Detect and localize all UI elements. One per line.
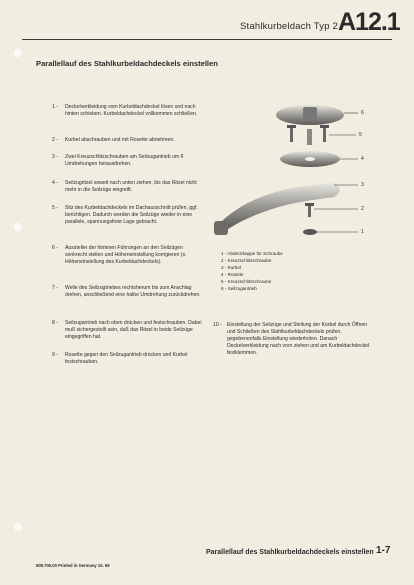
step-number: 5 - <box>52 205 58 211</box>
step-item <box>52 245 202 266</box>
parts-legend <box>221 250 283 292</box>
legend-item: 6 - Seilzugantrieb <box>221 286 257 291</box>
print-info: 509.700.00 Printed in Germany 10. 69 <box>36 563 110 568</box>
step-text: Sitz des Kurbeldachdeckels im Dachausschnitt prüfen, ggf. berichtigen. Dadurch werden die Seilzüge wieder in eine parallele, spannungsfreie Lage gebracht. <box>65 205 198 226</box>
step-item <box>52 137 202 144</box>
cable-drive-part <box>276 105 358 125</box>
step-item <box>52 205 202 226</box>
step-text: Seilzugantrieb nach oben drücken und festschrauben. Dabei muß sichergestellt sein, daß das Ritzel in beide Seilzüge eingegriffen hat. <box>65 320 202 341</box>
header-rule <box>22 39 392 40</box>
step-number: 9 - <box>52 352 58 358</box>
step-item <box>52 320 202 341</box>
step-number: 7 - <box>52 285 58 291</box>
callout-number: 6 <box>361 110 364 116</box>
legend-item: 3 - Kurbel <box>221 265 241 270</box>
step-text: Zwei Kreuzschlitzschrauben am Seilzugantrieb um 6 Umdrehungen herausdrehen. <box>65 154 184 168</box>
callout-number: 2 <box>361 206 364 212</box>
step-number: 2 - <box>52 137 58 143</box>
step-number: 4 - <box>52 180 58 186</box>
footer-title: Parallellauf des Stahlkurbeldachdeckels einstellen <box>206 549 374 556</box>
section-title: Parallellauf des Stahlkurbeldachdeckels einstellen <box>36 59 218 68</box>
step-text: Rosette gegen den Seilzugantrieb drücken und Kurbel festschrauben. <box>65 352 188 366</box>
step-text: Aussteller der hinteren Führungen an den Seilzügen senkrecht stellen und Höheneinstellung korrigieren (s. Höheneinstellung des Kurbeldachdeckels). <box>65 245 187 266</box>
step-item <box>52 104 202 118</box>
step-number: 6 - <box>52 245 58 251</box>
step-text: Seilzugritzel soweit nach unten ziehen, bis das Ritzel nicht mehr in die Seilzüge eingreift. <box>65 180 197 194</box>
step-number: 1 - <box>52 104 58 110</box>
step-item <box>52 154 202 168</box>
cross-screw-part <box>287 125 356 145</box>
punch-hole <box>13 522 23 532</box>
step-number: 8 - <box>52 320 58 326</box>
header-section-code: A12.1 <box>338 8 400 36</box>
crank-assembly-illustration <box>210 95 370 245</box>
step-text: Kurbel abschrauben und mit Rosette abnehmen. <box>65 137 175 143</box>
step-item <box>52 285 202 299</box>
screw-cap-part <box>303 229 358 235</box>
callout-number: 4 <box>361 156 364 162</box>
step-number: 10 - <box>213 322 222 328</box>
step-number: 3 - <box>52 154 58 160</box>
step-text: Deckelverkleidung vom Kurbeldachdeckel lösen und nach hinten schieben. Kurbeldachdeckel vollkommen schließen. <box>65 104 198 118</box>
rosette-part <box>280 151 358 167</box>
callout-number: 5 <box>359 132 362 138</box>
crank-screw-part <box>305 203 358 217</box>
legend-item: 4 - Rosette <box>221 272 244 277</box>
callout-number: 3 <box>361 182 364 188</box>
step-text: Einstellung der Seilzüge und Stellung der Korbel durch Öffnen und Schließen des Stahlkurbeldachdeckels prüfen, gegebenenfalls Einstellung wiederholen. Danach Deckelverkleidung nach vorn ziehen und am Kurbeldachdeckel festklemmen. <box>227 322 370 357</box>
step-text: Welle des Seilzugtriebes rechtsherum bis zum Anschlag drehen, anschließend eine halbe Umdrehung zurückdrehen. <box>65 285 201 299</box>
step-item <box>52 180 202 194</box>
legend-item: 5 - Kreuzschlitzschraube <box>221 279 272 284</box>
punch-hole <box>13 48 23 58</box>
page-number: 1-7 <box>376 545 391 556</box>
header-title: Stahlkurbeldach Typ 2 <box>240 21 339 32</box>
punch-hole <box>13 222 23 232</box>
legend-item: 1 - Abdeckkappe für Schraube <box>221 251 283 256</box>
callout-number: 1 <box>361 229 364 235</box>
step-item <box>213 322 373 357</box>
step-item <box>52 352 202 366</box>
legend-item: 2 - Kreuzschlitzschraube <box>221 258 272 263</box>
